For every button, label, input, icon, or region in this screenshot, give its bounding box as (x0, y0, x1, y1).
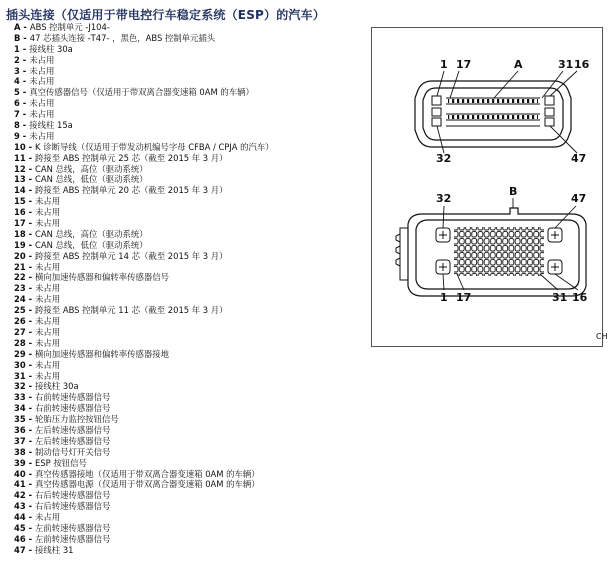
pin-description: 未占用 (35, 196, 61, 207)
list-item (14, 196, 274, 207)
pin-description: CAN 总线，低位（驱动系统） (35, 239, 148, 250)
pin-number: 3 - (14, 65, 27, 76)
list-item (14, 501, 274, 512)
list-item (14, 109, 274, 120)
list-item (14, 371, 274, 382)
pin-number: A - (14, 22, 27, 32)
pin-number: 40 - (14, 468, 33, 479)
pin-number: 43 - (14, 501, 33, 512)
pin-number: 47 - (14, 544, 33, 555)
pin-description: 右后转速传感器信号 (35, 501, 111, 512)
pin-number: 34 - (14, 403, 33, 414)
pin-description: 真空传感器信号（仅适用于带双离合器变速箱 0AM 的车辆） (29, 87, 254, 98)
pin-description: 真空传感器电源（仅适用于带双离合器变速箱 0AM 的车辆） (35, 479, 260, 490)
pin-description: 未占用 (35, 218, 61, 229)
pin-number: 30 - (14, 359, 33, 370)
list-item (14, 403, 274, 414)
list-item (14, 185, 274, 196)
pin-number: 6 - (14, 98, 27, 109)
pin-number: 36 - (14, 424, 33, 435)
list-item (14, 490, 274, 501)
list-item (14, 142, 274, 153)
list-item (14, 174, 274, 185)
pin-description: 横向加速传感器和偏转率传感器接地 (35, 348, 170, 359)
pin-description: 47 芯插头连接 -T47- ，黑色，ABS 控制单元插头 (29, 32, 216, 43)
pin-description: 接线柱 30a (29, 43, 73, 54)
figure-code: CH (596, 332, 608, 341)
pin-number: 7 - (14, 109, 27, 120)
list-item (14, 283, 274, 294)
label-b-31: 31 (552, 291, 568, 304)
pin-description: 未占用 (35, 283, 61, 294)
pin-description: CAN 总线，高位（驱动系统） (35, 163, 148, 174)
pin-description: 未占用 (35, 326, 61, 337)
list-item (14, 512, 274, 523)
list-item (14, 44, 274, 55)
list-item (14, 120, 274, 131)
list-item (14, 87, 274, 98)
list-item (14, 534, 274, 545)
list-item (14, 469, 274, 480)
label-a-A: A (514, 58, 523, 71)
pin-number: 5 - (14, 87, 27, 98)
list-item (14, 76, 274, 87)
connector-b-contacts (454, 227, 544, 276)
list-item (14, 349, 274, 360)
list-item (14, 22, 274, 33)
list-item (14, 458, 274, 469)
pin-number: 14 - (14, 185, 33, 196)
pin-description: 左前转速传感器信号 (35, 533, 111, 544)
list-item (14, 447, 274, 458)
list-item (14, 523, 274, 534)
list-item (14, 251, 274, 262)
connector-diagram (372, 28, 602, 346)
pin-description: ESP 按钮信号 (35, 457, 87, 468)
list-item (14, 545, 274, 556)
pin-description: 未占用 (35, 359, 61, 370)
pin-number: 39 - (14, 457, 33, 468)
pin-number: 19 - (14, 239, 33, 250)
pin-description: 接线柱 31 (35, 544, 74, 555)
pin-number: 42 - (14, 490, 33, 501)
pin-number: 25 - (14, 305, 33, 316)
label-b-47: 47 (571, 192, 587, 205)
list-item (14, 381, 274, 392)
list-item (14, 338, 274, 349)
connector-figure (371, 27, 603, 347)
pin-number: 2 - (14, 54, 27, 65)
list-item (14, 414, 274, 425)
list-item (14, 479, 274, 490)
pin-number: 32 - (14, 381, 33, 392)
list-item (14, 131, 274, 142)
pin-description: 接线柱 30a (35, 381, 79, 392)
label-a-47: 47 (571, 152, 587, 165)
list-item (14, 218, 274, 229)
pin-description: 跨接至 ABS 控制单元 20 芯（截至 2015 年 3 月） (35, 185, 228, 196)
label-b-32: 32 (436, 192, 452, 205)
pin-number: 15 - (14, 196, 33, 207)
pin-description: CAN 总线，高位（驱动系统） (35, 228, 148, 239)
list-item (14, 164, 274, 175)
pin-number: B - (14, 32, 27, 43)
list-item (14, 392, 274, 403)
pin-number: 8 - (14, 120, 27, 131)
list-item (14, 66, 274, 77)
pin-description: 跨接至 ABS 控制单元 14 芯（截至 2015 年 3 月） (35, 250, 228, 261)
pin-number: 33 - (14, 392, 33, 403)
list-item (14, 33, 274, 44)
pin-number: 44 - (14, 512, 33, 523)
label-b-1: 1 (440, 291, 448, 304)
pin-number: 23 - (14, 283, 33, 294)
list-item (14, 272, 274, 283)
list-item (14, 262, 274, 273)
pin-number: 18 - (14, 228, 33, 239)
pin-number: 27 - (14, 326, 33, 337)
list-item (14, 207, 274, 218)
pin-number: 12 - (14, 163, 33, 174)
pin-description: 未占用 (29, 130, 55, 141)
pin-description: 真空传感器接地（仅适用于带双离合器变速箱 0AM 的车辆） (35, 468, 260, 479)
pin-number: 11 - (14, 152, 33, 163)
pin-description: 跨接至 ABS 控制单元 11 芯（截至 2015 年 3 月） (35, 305, 228, 316)
pin-description: 跨接至 ABS 控制单元 25 芯（截至 2015 年 3 月） (35, 152, 228, 163)
pin-number: 38 - (14, 446, 33, 457)
pin-description: 未占用 (29, 98, 55, 109)
pin-description: 横向加速传感器和偏转率传感器信号 (35, 272, 170, 283)
pin-number: 35 - (14, 414, 33, 425)
pin-number: 9 - (14, 130, 27, 141)
pin-number: 4 - (14, 76, 27, 87)
list-item (14, 425, 274, 436)
label-a-17: 17 (456, 58, 472, 71)
pin-number: 10 - (14, 141, 33, 152)
pin-number: 21 - (14, 261, 33, 272)
pin-number: 16 - (14, 207, 33, 218)
pin-number: 37 - (14, 435, 33, 446)
pin-description: 未占用 (35, 261, 61, 272)
pin-description: K 诊断导线（仅适用于带发动机编号字母 CFBA / CPJA 的汽车） (35, 141, 274, 152)
list-item (14, 436, 274, 447)
pin-number: 22 - (14, 272, 33, 283)
pin-description: 未占用 (35, 370, 61, 381)
pin-description: 右后转速传感器信号 (35, 490, 111, 501)
pin-description: 未占用 (35, 337, 61, 348)
pin-number: 46 - (14, 533, 33, 544)
list-item (14, 153, 274, 164)
pin-list (14, 22, 274, 556)
pin-description: 接线柱 15a (29, 120, 73, 131)
pin-description: 制动信号灯开关信号 (35, 446, 111, 457)
pin-description: 未占用 (35, 207, 61, 218)
pin-description: 轮胎压力监控按钮信号 (35, 414, 119, 425)
pin-description: 左前转速传感器信号 (35, 522, 111, 533)
list-item (14, 316, 274, 327)
list-item (14, 98, 274, 109)
pin-number: 31 - (14, 370, 33, 381)
pin-description: 未占用 (29, 54, 55, 65)
label-a-16: 16 (574, 58, 590, 71)
pin-number: 13 - (14, 174, 33, 185)
pin-description: 左后转速传感器信号 (35, 435, 111, 446)
pin-description: 未占用 (35, 316, 61, 327)
pin-number: 28 - (14, 337, 33, 348)
pin-description: 左后转速传感器信号 (35, 424, 111, 435)
page-title: 插头连接（仅适用于带电控行车稳定系统（ESP）的汽车） (6, 8, 326, 22)
label-b-B: B (509, 185, 518, 198)
label-b-17: 17 (456, 291, 472, 304)
label-a-32: 32 (436, 152, 452, 165)
list-item (14, 305, 274, 316)
pin-description: 未占用 (29, 109, 55, 120)
pin-description: 未占用 (35, 512, 61, 523)
pin-description: 未占用 (35, 294, 61, 305)
pin-number: 29 - (14, 348, 33, 359)
pin-description: 右前转速传感器信号 (35, 403, 111, 414)
pin-number: 24 - (14, 294, 33, 305)
pin-number: 26 - (14, 316, 33, 327)
label-a-31: 31 (558, 58, 574, 71)
list-item (14, 229, 274, 240)
pin-number: 45 - (14, 522, 33, 533)
connector-a-pin-ticks (448, 99, 538, 119)
pin-description: ABS 控制单元 -J104- (29, 22, 110, 32)
pin-description: 右前转速传感器信号 (35, 392, 111, 403)
list-item (14, 294, 274, 305)
pin-description: CAN 总线，低位（驱动系统） (35, 174, 148, 185)
label-a-1: 1 (440, 58, 448, 71)
pin-number: 20 - (14, 250, 33, 261)
list-item (14, 327, 274, 338)
pin-number: 17 - (14, 218, 33, 229)
pin-number: 1 - (14, 43, 27, 54)
list-item (14, 240, 274, 251)
pin-number: 41 - (14, 479, 33, 490)
list-item (14, 360, 274, 371)
pin-description: 未占用 (29, 65, 55, 76)
pin-description: 未占用 (29, 76, 55, 87)
label-b-16: 16 (572, 291, 588, 304)
list-item (14, 55, 274, 66)
